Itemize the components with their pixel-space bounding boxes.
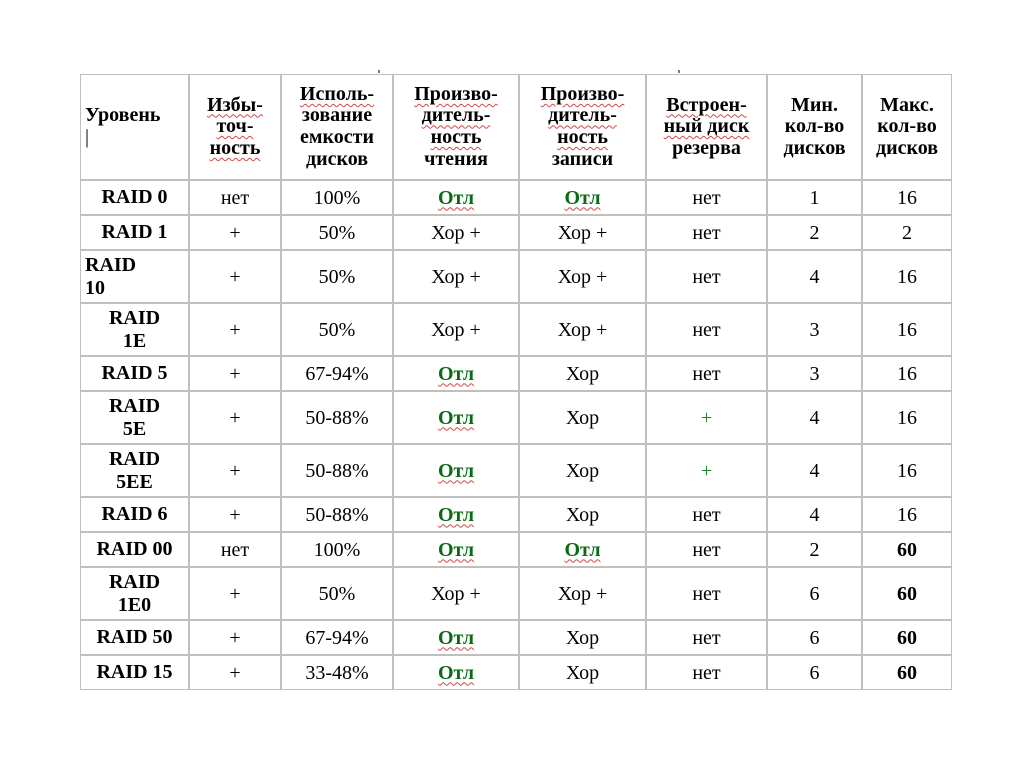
capacity-value: 100% bbox=[313, 186, 361, 209]
capacity-cell bbox=[281, 303, 393, 356]
spare-cell bbox=[646, 356, 767, 391]
capacity-cell bbox=[281, 180, 393, 215]
redundancy-value: + bbox=[229, 318, 241, 341]
read-perf-value: Отл bbox=[437, 626, 475, 649]
header-max-disks bbox=[862, 74, 952, 180]
max-disks-value: 16 bbox=[897, 362, 917, 385]
capacity-cell bbox=[281, 215, 393, 250]
capacity-cell bbox=[281, 620, 393, 655]
write-perf-value: Отл bbox=[564, 538, 601, 561]
header-line: емкости bbox=[300, 126, 374, 148]
header-redundancy bbox=[189, 74, 281, 180]
max-disks-cell bbox=[862, 497, 952, 532]
raid-level: RAID 6 bbox=[101, 503, 168, 525]
raid-level-cell bbox=[80, 655, 189, 690]
table-row bbox=[80, 620, 952, 655]
max-disks-cell bbox=[862, 391, 952, 444]
table-row bbox=[80, 497, 952, 532]
capacity-value: 50% bbox=[318, 221, 356, 244]
max-disks-cell bbox=[862, 303, 952, 356]
spare-value: нет bbox=[692, 582, 721, 605]
redundancy-value: + bbox=[229, 362, 241, 385]
spare-value: нет bbox=[692, 362, 721, 385]
max-disks-value: 16 bbox=[897, 459, 917, 482]
read-perf-cell bbox=[393, 391, 519, 444]
min-disks-value: 4 bbox=[809, 406, 820, 429]
write-perf-value: Хор bbox=[565, 661, 600, 684]
raid-levels-table bbox=[80, 74, 952, 690]
capacity-cell bbox=[281, 655, 393, 690]
raid-level-cell bbox=[80, 303, 189, 356]
read-perf-cell bbox=[393, 532, 519, 567]
capacity-value: 50% bbox=[318, 265, 356, 288]
capacity-cell bbox=[281, 532, 393, 567]
table-row bbox=[80, 391, 952, 444]
redundancy-value: + bbox=[229, 265, 241, 288]
header-level bbox=[80, 74, 189, 180]
read-perf-cell bbox=[393, 215, 519, 250]
ruler-tick bbox=[678, 70, 680, 73]
write-perf-cell bbox=[519, 356, 646, 391]
write-perf-value: Хор + bbox=[557, 221, 608, 244]
capacity-value: 50-88% bbox=[305, 406, 369, 429]
redundancy-value: + bbox=[229, 626, 241, 649]
raid-level: RAID 5 bbox=[101, 362, 168, 384]
capacity-value: 50% bbox=[318, 318, 356, 341]
raid-level-cell bbox=[80, 215, 189, 250]
raid-level: RAID 00 bbox=[96, 538, 173, 560]
read-perf-cell bbox=[393, 180, 519, 215]
max-disks-cell bbox=[862, 356, 952, 391]
table-row bbox=[80, 567, 952, 620]
redundancy-cell bbox=[189, 250, 281, 303]
read-perf-cell bbox=[393, 620, 519, 655]
raid-level: RAID 1 bbox=[101, 221, 168, 243]
read-perf-cell bbox=[393, 250, 519, 303]
raid-level-line: 5E bbox=[122, 417, 147, 440]
text-cursor: | bbox=[85, 126, 90, 148]
capacity-value: 50% bbox=[318, 582, 356, 605]
write-perf-cell bbox=[519, 655, 646, 690]
capacity-value: 33-48% bbox=[305, 661, 369, 684]
read-perf-value: Отл bbox=[437, 459, 475, 482]
raid-level-cell bbox=[80, 356, 189, 391]
header-line: дитель- bbox=[548, 104, 617, 127]
table-row bbox=[80, 180, 952, 215]
max-disks-value: 16 bbox=[897, 265, 917, 288]
min-disks-value: 4 bbox=[809, 459, 820, 482]
redundancy-value: + bbox=[229, 503, 241, 526]
spare-value: нет bbox=[692, 503, 721, 526]
min-disks-cell bbox=[767, 391, 862, 444]
write-perf-cell bbox=[519, 497, 646, 532]
redundancy-value: + bbox=[229, 406, 241, 429]
write-perf-cell bbox=[519, 620, 646, 655]
min-disks-value: 4 bbox=[809, 265, 820, 288]
header-line: кол-во bbox=[784, 115, 845, 138]
min-disks-cell bbox=[767, 356, 862, 391]
write-perf-value: Хор bbox=[565, 362, 600, 385]
raid-level-line: RAID bbox=[108, 570, 161, 593]
min-disks-value: 6 bbox=[809, 661, 820, 684]
spare-cell bbox=[646, 620, 767, 655]
spare-cell bbox=[646, 497, 767, 532]
read-perf-cell bbox=[393, 356, 519, 391]
write-perf-value: Хор bbox=[565, 459, 600, 482]
redundancy-cell bbox=[189, 620, 281, 655]
raid-level-cell bbox=[80, 180, 189, 215]
read-perf-cell bbox=[393, 497, 519, 532]
spare-value: нет bbox=[692, 265, 721, 288]
max-disks-value: 16 bbox=[897, 406, 917, 429]
header-line: кол-во bbox=[877, 115, 937, 138]
redundancy-cell bbox=[189, 567, 281, 620]
capacity-cell bbox=[281, 391, 393, 444]
raid-level-line: RAID bbox=[108, 306, 161, 329]
spare-value: + bbox=[700, 459, 713, 482]
max-disks-cell bbox=[862, 180, 952, 215]
redundancy-value: нет bbox=[220, 538, 250, 561]
min-disks-cell bbox=[767, 303, 862, 356]
max-disks-value: 16 bbox=[897, 503, 917, 526]
max-disks-cell bbox=[862, 532, 952, 567]
spare-cell bbox=[646, 303, 767, 356]
redundancy-cell bbox=[189, 655, 281, 690]
raid-level-line: 10 bbox=[85, 276, 105, 299]
header-line: дисков bbox=[783, 136, 846, 159]
read-perf-value: Отл bbox=[437, 186, 475, 209]
raid-level: RAID 50 bbox=[96, 626, 173, 648]
spare-cell bbox=[646, 532, 767, 567]
spare-value: нет bbox=[692, 318, 721, 341]
spare-value: нет bbox=[692, 186, 721, 209]
raid-level: RAID 15 bbox=[96, 661, 173, 683]
header-row bbox=[80, 74, 952, 180]
raid-level-line: 1E bbox=[122, 329, 147, 352]
max-disks-cell bbox=[862, 444, 952, 497]
header-line: ность bbox=[557, 126, 608, 148]
redundancy-cell bbox=[189, 180, 281, 215]
capacity-cell bbox=[281, 444, 393, 497]
capacity-value: 50-88% bbox=[305, 459, 369, 482]
raid-level-line: RAID bbox=[85, 253, 137, 276]
spare-value: + bbox=[700, 406, 713, 429]
min-disks-value: 2 bbox=[809, 538, 820, 561]
read-perf-cell bbox=[393, 303, 519, 356]
read-perf-value: Хор + bbox=[431, 265, 481, 288]
min-disks-value: 3 bbox=[809, 318, 820, 341]
max-disks-cell bbox=[862, 655, 952, 690]
header-line: записи bbox=[551, 147, 614, 170]
write-perf-cell bbox=[519, 215, 646, 250]
table-row bbox=[80, 250, 952, 303]
header-line: дитель- bbox=[421, 104, 491, 127]
capacity-value: 50-88% bbox=[305, 503, 369, 526]
raid-level-cell bbox=[80, 620, 189, 655]
write-perf-cell bbox=[519, 250, 646, 303]
write-perf-value: Отл bbox=[564, 186, 601, 209]
min-disks-value: 3 bbox=[809, 362, 820, 385]
write-perf-cell bbox=[519, 444, 646, 497]
redundancy-cell bbox=[189, 391, 281, 444]
redundancy-value: + bbox=[229, 221, 241, 244]
table-row bbox=[80, 303, 952, 356]
spare-value: нет bbox=[692, 626, 721, 649]
raid-level-cell bbox=[80, 497, 189, 532]
spare-cell bbox=[646, 567, 767, 620]
min-disks-cell bbox=[767, 620, 862, 655]
header-line: ный диск bbox=[663, 115, 750, 138]
min-disks-cell bbox=[767, 444, 862, 497]
read-perf-value: Хор + bbox=[431, 318, 481, 341]
header-line: ность bbox=[430, 126, 482, 148]
raid-level-cell bbox=[80, 250, 189, 303]
capacity-cell bbox=[281, 567, 393, 620]
raid-level-cell bbox=[80, 444, 189, 497]
read-perf-value: Отл bbox=[437, 362, 475, 385]
redundancy-cell bbox=[189, 532, 281, 567]
raid-level-line: RAID bbox=[108, 447, 161, 470]
min-disks-cell bbox=[767, 215, 862, 250]
write-perf-value: Хор bbox=[565, 626, 600, 649]
capacity-cell bbox=[281, 250, 393, 303]
min-disks-value: 6 bbox=[809, 626, 820, 649]
table-row bbox=[80, 215, 952, 250]
table-row bbox=[80, 444, 952, 497]
max-disks-value: 2 bbox=[902, 221, 912, 244]
raid-level-line: 5EE bbox=[116, 470, 153, 493]
min-disks-cell bbox=[767, 567, 862, 620]
write-perf-value: Хор bbox=[565, 406, 600, 429]
read-perf-cell bbox=[393, 444, 519, 497]
capacity-cell bbox=[281, 356, 393, 391]
write-perf-value: Хор + bbox=[557, 582, 608, 605]
spare-cell bbox=[646, 250, 767, 303]
header-line: дисков bbox=[875, 136, 939, 159]
max-disks-cell bbox=[862, 567, 952, 620]
redundancy-value: нет bbox=[220, 186, 250, 209]
min-disks-cell bbox=[767, 497, 862, 532]
header-capacity bbox=[281, 74, 393, 180]
raid-level-cell bbox=[80, 391, 189, 444]
redundancy-cell bbox=[189, 303, 281, 356]
read-perf-value: Отл bbox=[437, 406, 475, 429]
raid-level-cell bbox=[80, 567, 189, 620]
write-perf-cell bbox=[519, 391, 646, 444]
min-disks-cell bbox=[767, 180, 862, 215]
write-perf-value: Хор bbox=[565, 503, 600, 526]
write-perf-value: Хор + bbox=[557, 318, 608, 341]
spare-value: нет bbox=[692, 661, 721, 684]
redundancy-cell bbox=[189, 215, 281, 250]
redundancy-value: + bbox=[229, 459, 241, 482]
redundancy-cell bbox=[189, 356, 281, 391]
read-perf-value: Отл bbox=[437, 538, 475, 561]
spare-cell bbox=[646, 391, 767, 444]
capacity-value: 67-94% bbox=[305, 362, 369, 385]
write-perf-value: Хор + bbox=[557, 265, 608, 288]
read-perf-value: Хор + bbox=[431, 582, 481, 605]
min-disks-cell bbox=[767, 655, 862, 690]
write-perf-cell bbox=[519, 303, 646, 356]
max-disks-value: 60 bbox=[897, 582, 917, 605]
spare-cell bbox=[646, 180, 767, 215]
table-row bbox=[80, 532, 952, 567]
header-line: Произво- bbox=[414, 82, 498, 105]
min-disks-cell bbox=[767, 250, 862, 303]
write-perf-cell bbox=[519, 532, 646, 567]
header-spare bbox=[646, 74, 767, 180]
read-perf-value: Отл bbox=[437, 661, 475, 684]
capacity-cell bbox=[281, 497, 393, 532]
max-disks-value: 16 bbox=[897, 186, 917, 209]
min-disks-value: 2 bbox=[809, 221, 820, 244]
table-row bbox=[80, 655, 952, 690]
max-disks-value: 60 bbox=[897, 626, 917, 649]
read-perf-value: Отл bbox=[437, 503, 475, 526]
min-disks-cell bbox=[767, 532, 862, 567]
redundancy-value: + bbox=[229, 582, 241, 605]
redundancy-cell bbox=[189, 497, 281, 532]
header-line: Встроен- bbox=[666, 93, 747, 116]
spare-value: нет bbox=[692, 538, 721, 561]
header-level-label: Уровень bbox=[85, 104, 161, 127]
ruler-tick bbox=[378, 70, 380, 73]
header-line: Мин. bbox=[791, 93, 838, 116]
redundancy-cell bbox=[189, 444, 281, 497]
table-row bbox=[80, 356, 952, 391]
read-perf-value: Хор + bbox=[431, 221, 481, 244]
max-disks-cell bbox=[862, 620, 952, 655]
max-disks-cell bbox=[862, 250, 952, 303]
capacity-value: 100% bbox=[313, 538, 361, 561]
capacity-value: 67-94% bbox=[305, 626, 369, 649]
raid-level-cell bbox=[80, 532, 189, 567]
raid-level-line: 1E0 bbox=[117, 593, 152, 616]
write-perf-cell bbox=[519, 567, 646, 620]
header-line: Макс. bbox=[880, 93, 934, 116]
spare-cell bbox=[646, 444, 767, 497]
header-write-perf bbox=[519, 74, 646, 180]
min-disks-value: 6 bbox=[809, 582, 820, 605]
spare-cell bbox=[646, 215, 767, 250]
min-disks-value: 4 bbox=[809, 503, 820, 526]
raid-level-line: RAID bbox=[108, 394, 161, 417]
header-line: Исполь- bbox=[299, 82, 375, 105]
write-perf-cell bbox=[519, 180, 646, 215]
max-disks-cell bbox=[862, 215, 952, 250]
header-line: резерва bbox=[672, 136, 741, 159]
spare-value: нет bbox=[692, 221, 721, 244]
header-min-disks bbox=[767, 74, 862, 180]
read-perf-cell bbox=[393, 567, 519, 620]
header-line: чтения bbox=[424, 147, 488, 170]
max-disks-value: 16 bbox=[897, 318, 917, 341]
header-line: Избы- bbox=[207, 93, 263, 116]
redundancy-value: + bbox=[229, 661, 241, 684]
max-disks-value: 60 bbox=[897, 538, 917, 561]
raid-level: RAID 0 bbox=[101, 186, 168, 208]
spare-cell bbox=[646, 655, 767, 690]
read-perf-cell bbox=[393, 655, 519, 690]
min-disks-value: 1 bbox=[809, 186, 820, 209]
header-line: Произво- bbox=[540, 82, 625, 105]
header-line: точ- bbox=[216, 115, 254, 138]
header-line: ность bbox=[209, 136, 261, 159]
header-read-perf bbox=[393, 74, 519, 180]
max-disks-value: 60 bbox=[897, 661, 917, 684]
header-line: зование bbox=[301, 104, 373, 127]
header-line: дисков bbox=[305, 147, 369, 170]
